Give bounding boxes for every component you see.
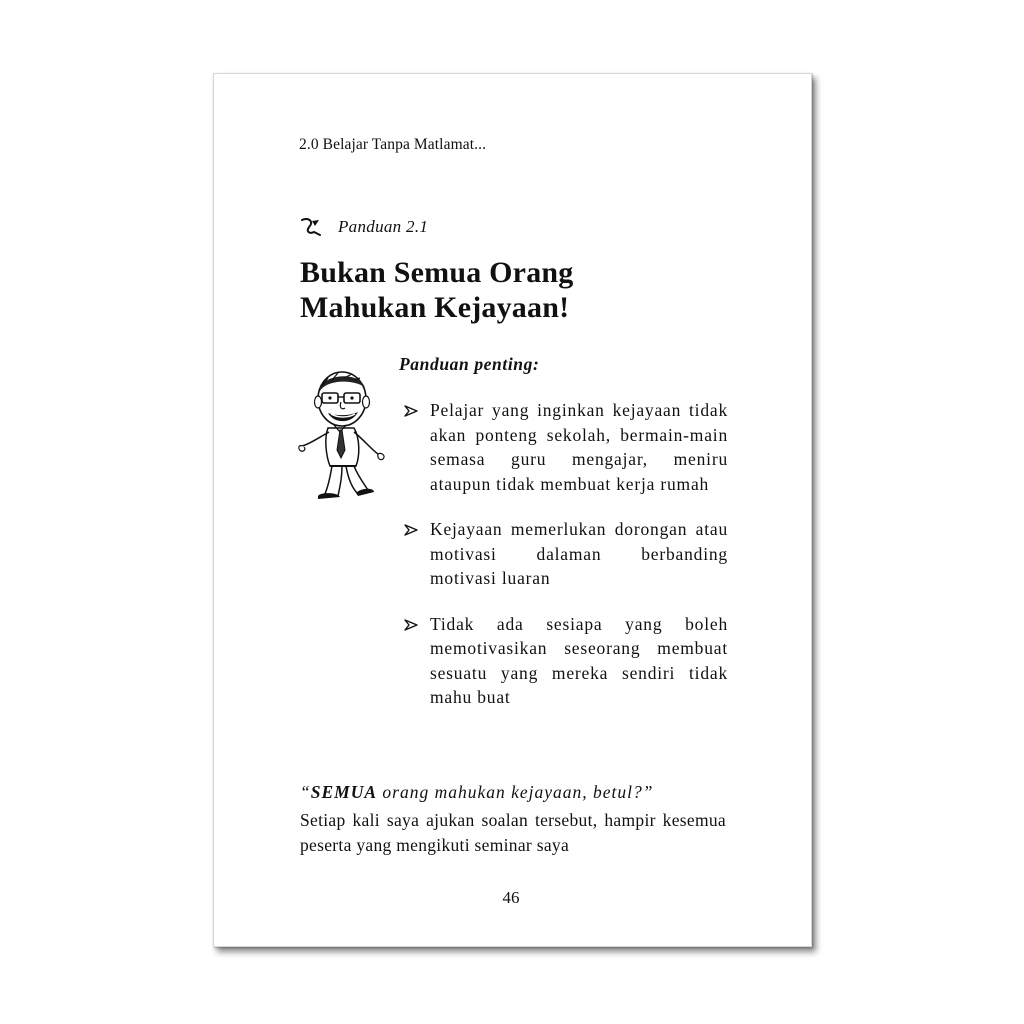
- guide-item: [402, 398, 728, 496]
- guide-item: [402, 612, 728, 710]
- guide-item: [402, 517, 728, 591]
- guide-item-text: Kejayaan memerlukan dorongan atau motivasi dalaman berbanding motivasi luaran: [430, 519, 728, 588]
- book-page: [213, 73, 812, 947]
- quote-open-mark: “: [300, 782, 311, 802]
- chapter-title: [300, 255, 740, 325]
- arrow-bullet-icon: [404, 619, 418, 631]
- quote-emphasis: SEMUA: [310, 782, 378, 802]
- arrow-bullet-icon: [404, 524, 418, 536]
- title-line-1: Bukan Semua Orang: [300, 256, 574, 289]
- quill-icon: [300, 217, 322, 237]
- guide-list: [402, 398, 728, 731]
- title-line-2: Mahukan Kejayaan!: [300, 291, 570, 324]
- quote-rest: orang mahukan kejayaan, betul?”: [377, 782, 654, 802]
- body-paragraph: Setiap kali saya ajukan soalan tersebut, hampir kesemua peserta yang mengikuti seminar saya: [300, 810, 726, 855]
- opening-quote: [300, 782, 726, 803]
- guide-item-text: Pelajar yang inginkan kejayaan tidak akan ponteng sekolah, bermain-main semasa guru mengajar, meniru ataupun tidak membuat kerja rumah: [430, 400, 728, 494]
- running-head: 2.0 Belajar Tanpa Matlamat...: [299, 136, 487, 153]
- arrow-bullet-icon: [404, 405, 418, 417]
- section-tag: [300, 217, 428, 237]
- page-number: 46: [502, 888, 520, 907]
- guide-heading: Panduan penting:: [399, 354, 540, 374]
- section-label: Panduan 2.1: [338, 217, 429, 236]
- guide-item-text: Tidak ada sesiapa yang boleh memotivasikan seseorang membuat sesuatu yang mereka sendiri tidak mahu buat: [430, 613, 728, 707]
- cartoon-man-illustration: [298, 366, 398, 506]
